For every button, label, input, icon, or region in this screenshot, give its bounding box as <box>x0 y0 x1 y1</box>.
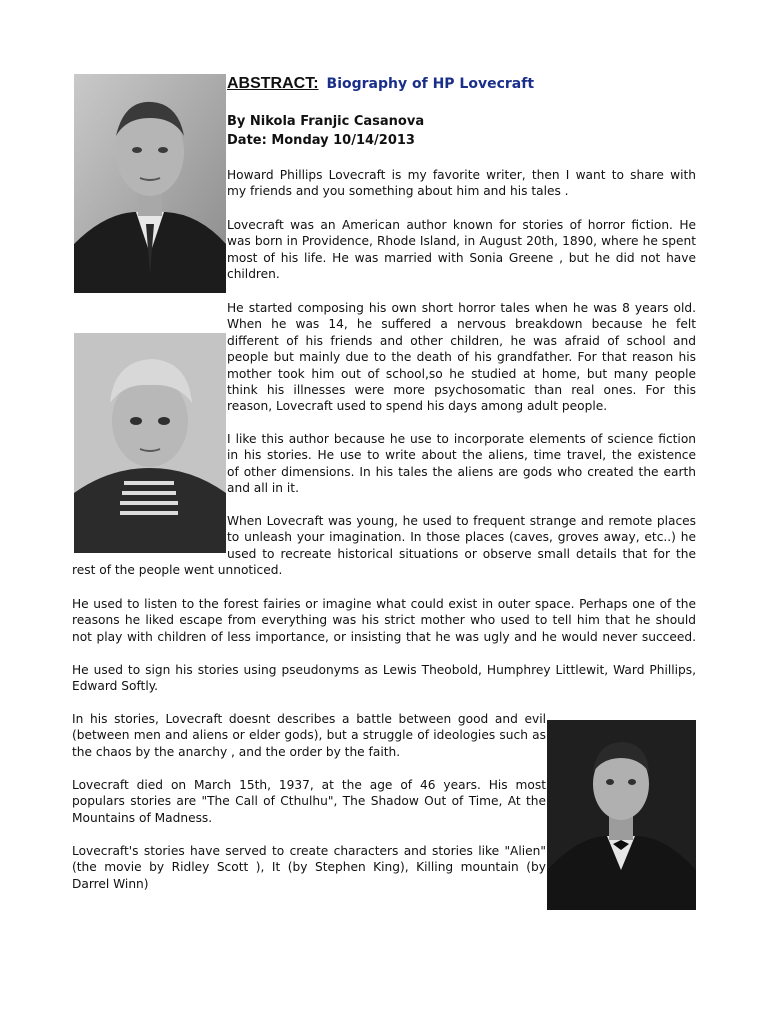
text-line: children. <box>227 267 280 282</box>
text-line: to unleash your imagination. In those places (caves, groves away, etc..) he <box>227 530 696 545</box>
text-line: different of his friends and other children, he was afraid of school and <box>227 333 696 348</box>
text-line: Howard Phillips Lovecraft is my favorite writer, then I want to share with <box>227 168 696 182</box>
text-line: Lovecraft's stories have served to create characters and stories like "Alien" <box>72 844 546 858</box>
text-line: people but mainly due to the death of his grandfather. For that reason his <box>227 350 696 365</box>
abstract-label: ABSTRACT: <box>227 75 319 92</box>
text-line: Lovecraft was an American author known for stories of horror fiction. He <box>227 218 696 232</box>
text-line: When he was 14, he suffered a nervous breakdown because he felt <box>227 317 696 332</box>
text-line: my friends and you something about him and his tales . <box>227 184 569 199</box>
text-line: and all in it. <box>227 481 299 496</box>
text-line: He started composing his own short horror tales when he was 8 years old. <box>227 301 696 315</box>
text-line: Lovecraft died on March 15th, 1937, at the age of 46 years. His most <box>72 778 546 792</box>
paragraph-youth-cont <box>72 562 696 578</box>
text-line: reason, Lovecraft used to spend his days among adult people. <box>227 399 608 414</box>
text-line: I like this author because he use to incorporate elements of science fiction <box>227 432 696 446</box>
text-line: rest of the people went unnoticed. <box>72 563 283 577</box>
paragraph-intro <box>227 167 696 200</box>
text-line: think his illnesses were more psychosomatic than real ones. For this <box>227 383 696 398</box>
paragraph-death <box>72 777 546 826</box>
abstract-heading <box>227 74 534 93</box>
paragraph-pseudonyms <box>72 662 696 695</box>
text-line: reasons he liked escape from everything was his strict mother who used to tell him that he should <box>72 613 696 628</box>
document-title: Biography of HP Lovecraft <box>326 76 535 92</box>
text-line: in his stories. He use to write about the aliens, time travel, the existence <box>227 448 696 463</box>
text-line: was born in Providence, Rhode Island, in August 20th, 1890, where he spent <box>227 234 696 249</box>
portrait-photo-young-man <box>547 720 696 910</box>
text-line: of other dimensions. In his tales the aliens are gods who created the earth <box>227 464 696 479</box>
text-line: not play with children of less importance, or insisting that he was ugly and he would never succeed. <box>72 629 696 644</box>
text-line: Edward Softly. <box>72 679 159 694</box>
text-line: When Lovecraft was young, he used to frequent strange and remote places <box>227 514 696 528</box>
date-line: Date: Monday 10/14/2013 <box>227 133 415 148</box>
paragraph-childhood <box>227 300 696 415</box>
paragraph-biography <box>227 217 696 283</box>
text-line: (between men and aliens or elder gods), but a struggle of ideologies such as <box>72 728 546 743</box>
text-line: populars stories are "The Call of Cthulhu", The Shadow Out of Time, At the <box>72 794 546 809</box>
text-line: He used to sign his stories using pseudonyms as Lewis Theobold, Humphrey Littlewit, Ward Phillips, <box>72 663 696 677</box>
byline <box>227 112 424 150</box>
text-line: most of his life. He was married with Sonia Greene , but he did not have <box>227 250 696 265</box>
portrait-photo-adult <box>74 74 226 293</box>
text-line: mother took him out of school,so he studied at home, but many people <box>227 366 696 381</box>
text-line: Darrel Winn) <box>72 876 149 891</box>
paragraph-legacy <box>72 843 546 892</box>
paragraph-why-author <box>227 431 696 497</box>
text-line: the chaos by the anarchy , and the order by the faith. <box>72 744 401 759</box>
paragraph-themes <box>72 711 546 760</box>
portrait-photo-child <box>74 333 226 553</box>
text-line: In his stories, Lovecraft doesnt describes a battle between good and evil <box>72 712 546 726</box>
text-line: (the movie by Ridley Scott ), It (by Stephen King), Killing mountain (by <box>72 860 546 875</box>
text-line: used to recreate historical situations or observe small details that for the <box>227 546 696 561</box>
paragraph-escape <box>72 596 696 645</box>
author-line: By Nikola Franjic Casanova <box>227 114 425 129</box>
text-line: Mountains of Madness. <box>72 810 213 825</box>
paragraph-youth <box>227 513 696 562</box>
text-line: He used to listen to the forest fairies or imagine what could exist in outer space. Perhaps one of the <box>72 597 696 611</box>
